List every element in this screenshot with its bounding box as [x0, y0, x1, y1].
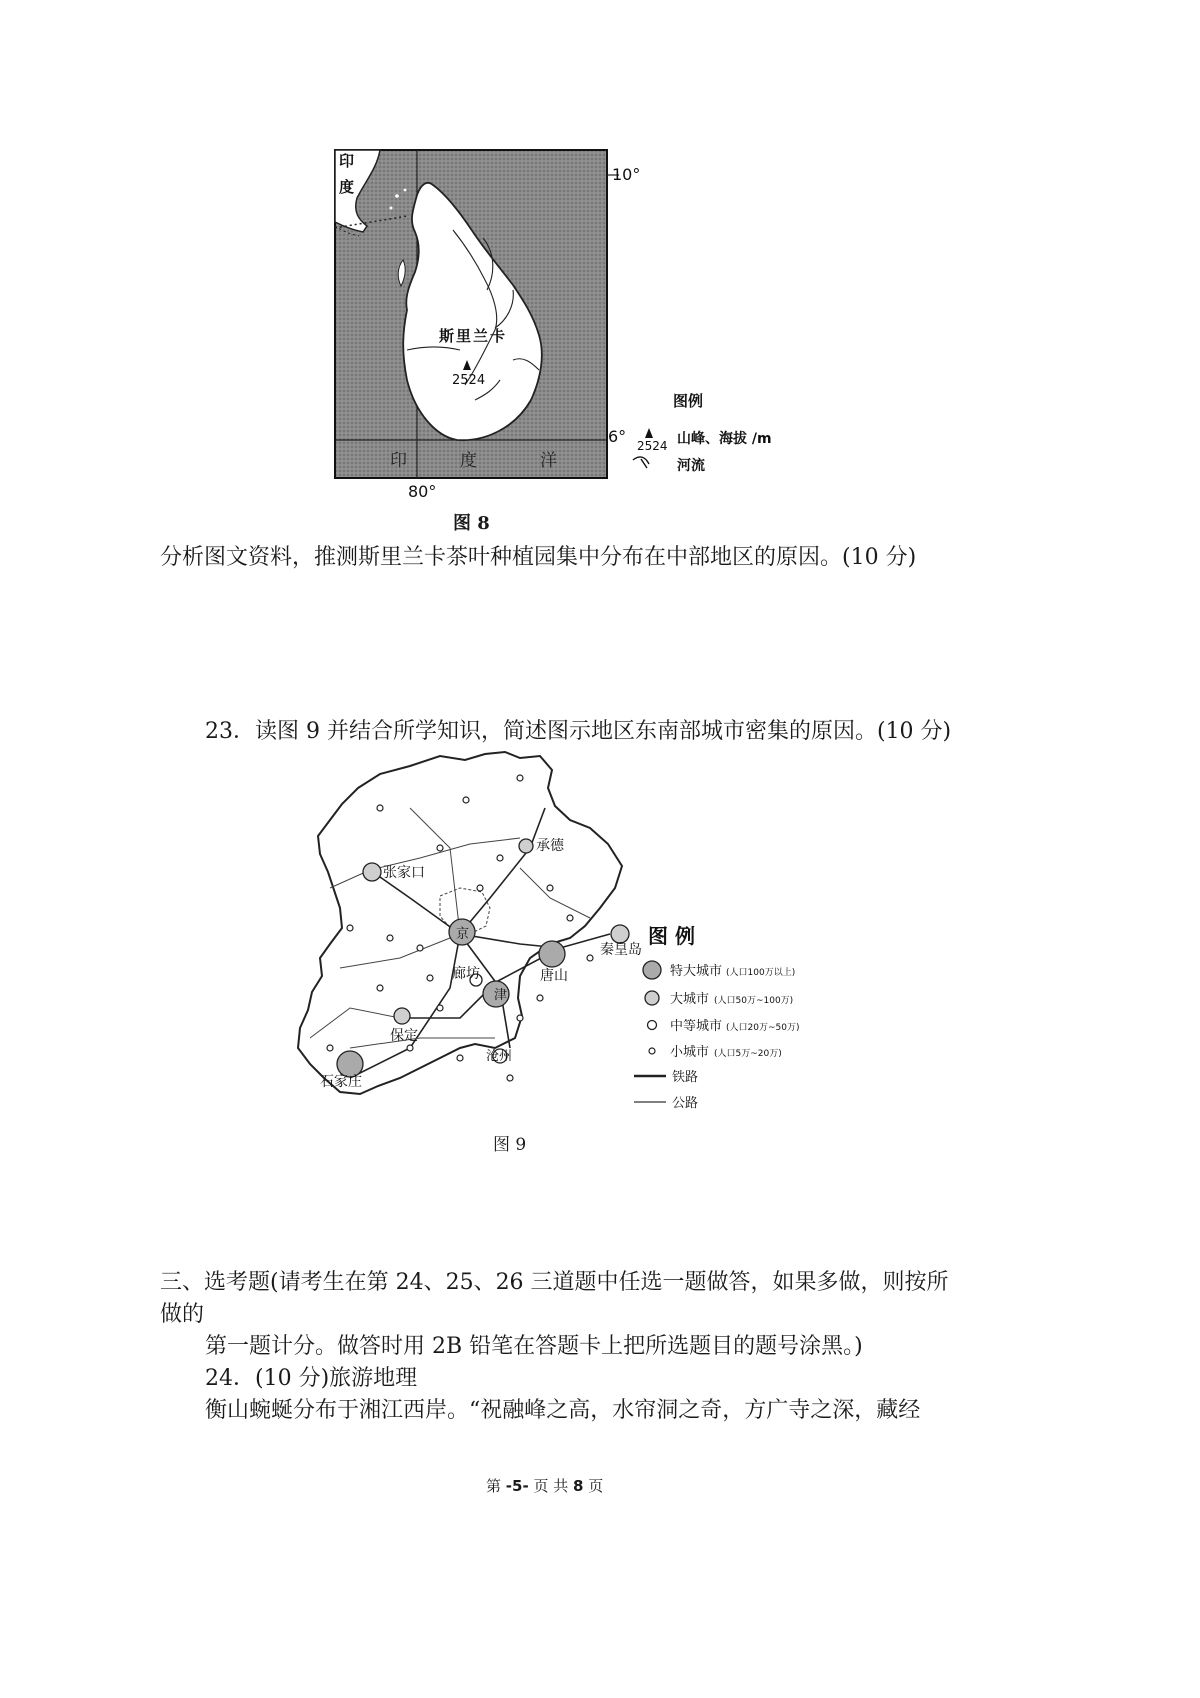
legend-river-label: 河流 — [677, 458, 705, 474]
legend-peak-icon — [645, 428, 653, 438]
question-24-text: 衡山蜿蜒分布于湘江西岸。“祝融峰之高，水帘洞之奇，方广寺之深，藏经 — [205, 1398, 921, 1423]
legend-large-city-icon — [645, 991, 659, 1005]
city-baoding: 保定 — [390, 1028, 418, 1044]
legend-medium-city-label: 中等城市 — [670, 1019, 723, 1034]
lat-10-label: 10° — [612, 165, 641, 184]
city-langfang: 廊坊 — [452, 966, 480, 982]
legend-large-city-label: 大城市 — [670, 992, 710, 1007]
city-shijiazhuang: 石家庄 — [320, 1074, 362, 1090]
legend-small-city-note: (人口5万~20万) — [714, 1049, 782, 1059]
label-sri-lanka: 斯里兰卡 — [439, 327, 508, 345]
figure-8-caption: 图 8 — [453, 513, 490, 534]
city-qinhuangdao: 秦皇岛 — [600, 942, 642, 958]
legend-highway-label: 公路 — [672, 1096, 699, 1111]
city-cangzhou: 沧州 — [486, 1049, 513, 1064]
figure-9-map — [290, 748, 800, 1118]
footer-middle: 页 共 — [533, 1477, 569, 1495]
question-23-text: 23．读图 9 并结合所学知识，简述图示地区东南部城市密集的原因。(10 分) — [205, 719, 952, 744]
question-24-title: 24．(10 分)旅游地理 — [205, 1366, 418, 1391]
section-3-line-3: 第一题计分。做答时用 2B 铅笔在答题卡上把所选题目的题号涂黑。) — [205, 1334, 863, 1359]
section-3-line-2: 做的 — [160, 1302, 205, 1327]
figure-8-map — [335, 150, 795, 500]
fig9-legend-title: 图 例 — [648, 924, 695, 948]
legend-medium-city-note: (人口20万~50万) — [726, 1023, 800, 1033]
label-india-1: 印 — [339, 152, 355, 170]
lat-6-label: 6° — [608, 427, 627, 446]
legend-railway-label: 铁路 — [672, 1070, 699, 1085]
legend-medium-city-icon — [648, 1021, 657, 1030]
legend-large-city-note: (人口50万~100万) — [714, 996, 794, 1006]
city-zhangjiakou: 张家口 — [383, 865, 425, 881]
figure-9-caption: 图 9 — [493, 1135, 527, 1155]
label-india-2: 度 — [339, 178, 355, 196]
legend-small-city-icon — [649, 1048, 655, 1054]
peak-elevation: 2524 — [452, 373, 486, 388]
section-3-line-1: 三、选考题(请考生在第 24、25、26 三道题中任选一题做答，如果多做，则按所 — [160, 1270, 949, 1295]
legend-river-icon — [633, 457, 649, 468]
city-beijing: 京 — [456, 927, 470, 942]
footer-page-number: -5- — [505, 1477, 529, 1495]
legend-small-city-label: 小城市 — [670, 1045, 710, 1060]
ocean-label-3: 洋 — [540, 451, 557, 471]
legend-peak-label: 山峰、海拔 /m — [677, 431, 772, 447]
footer-prefix: 第 — [486, 1477, 502, 1495]
city-tianjin: 津 — [494, 988, 508, 1003]
ocean-label-1: 印 — [390, 451, 407, 471]
legend-megacity-label: 特大城市 — [670, 964, 723, 979]
city-chengde: 承德 — [536, 838, 564, 854]
fig8-legend-title: 图例 — [673, 392, 704, 410]
page-footer — [486, 1475, 603, 1496]
footer-total-pages: 8 — [573, 1477, 584, 1495]
ocean-label-2: 度 — [460, 451, 477, 471]
city-tangshan: 唐山 — [540, 968, 568, 984]
legend-megacity-note: (人口100万以上) — [726, 968, 796, 978]
legend-peak-value: 2524 — [637, 439, 668, 453]
footer-suffix: 页 — [588, 1477, 604, 1495]
legend-megacity-icon — [643, 961, 661, 979]
lon-80-label: 80° — [408, 482, 437, 501]
question-22-text: 分析图文资料，推测斯里兰卡茶叶种植园集中分布在中部地区的原因。(10 分) — [160, 545, 917, 570]
